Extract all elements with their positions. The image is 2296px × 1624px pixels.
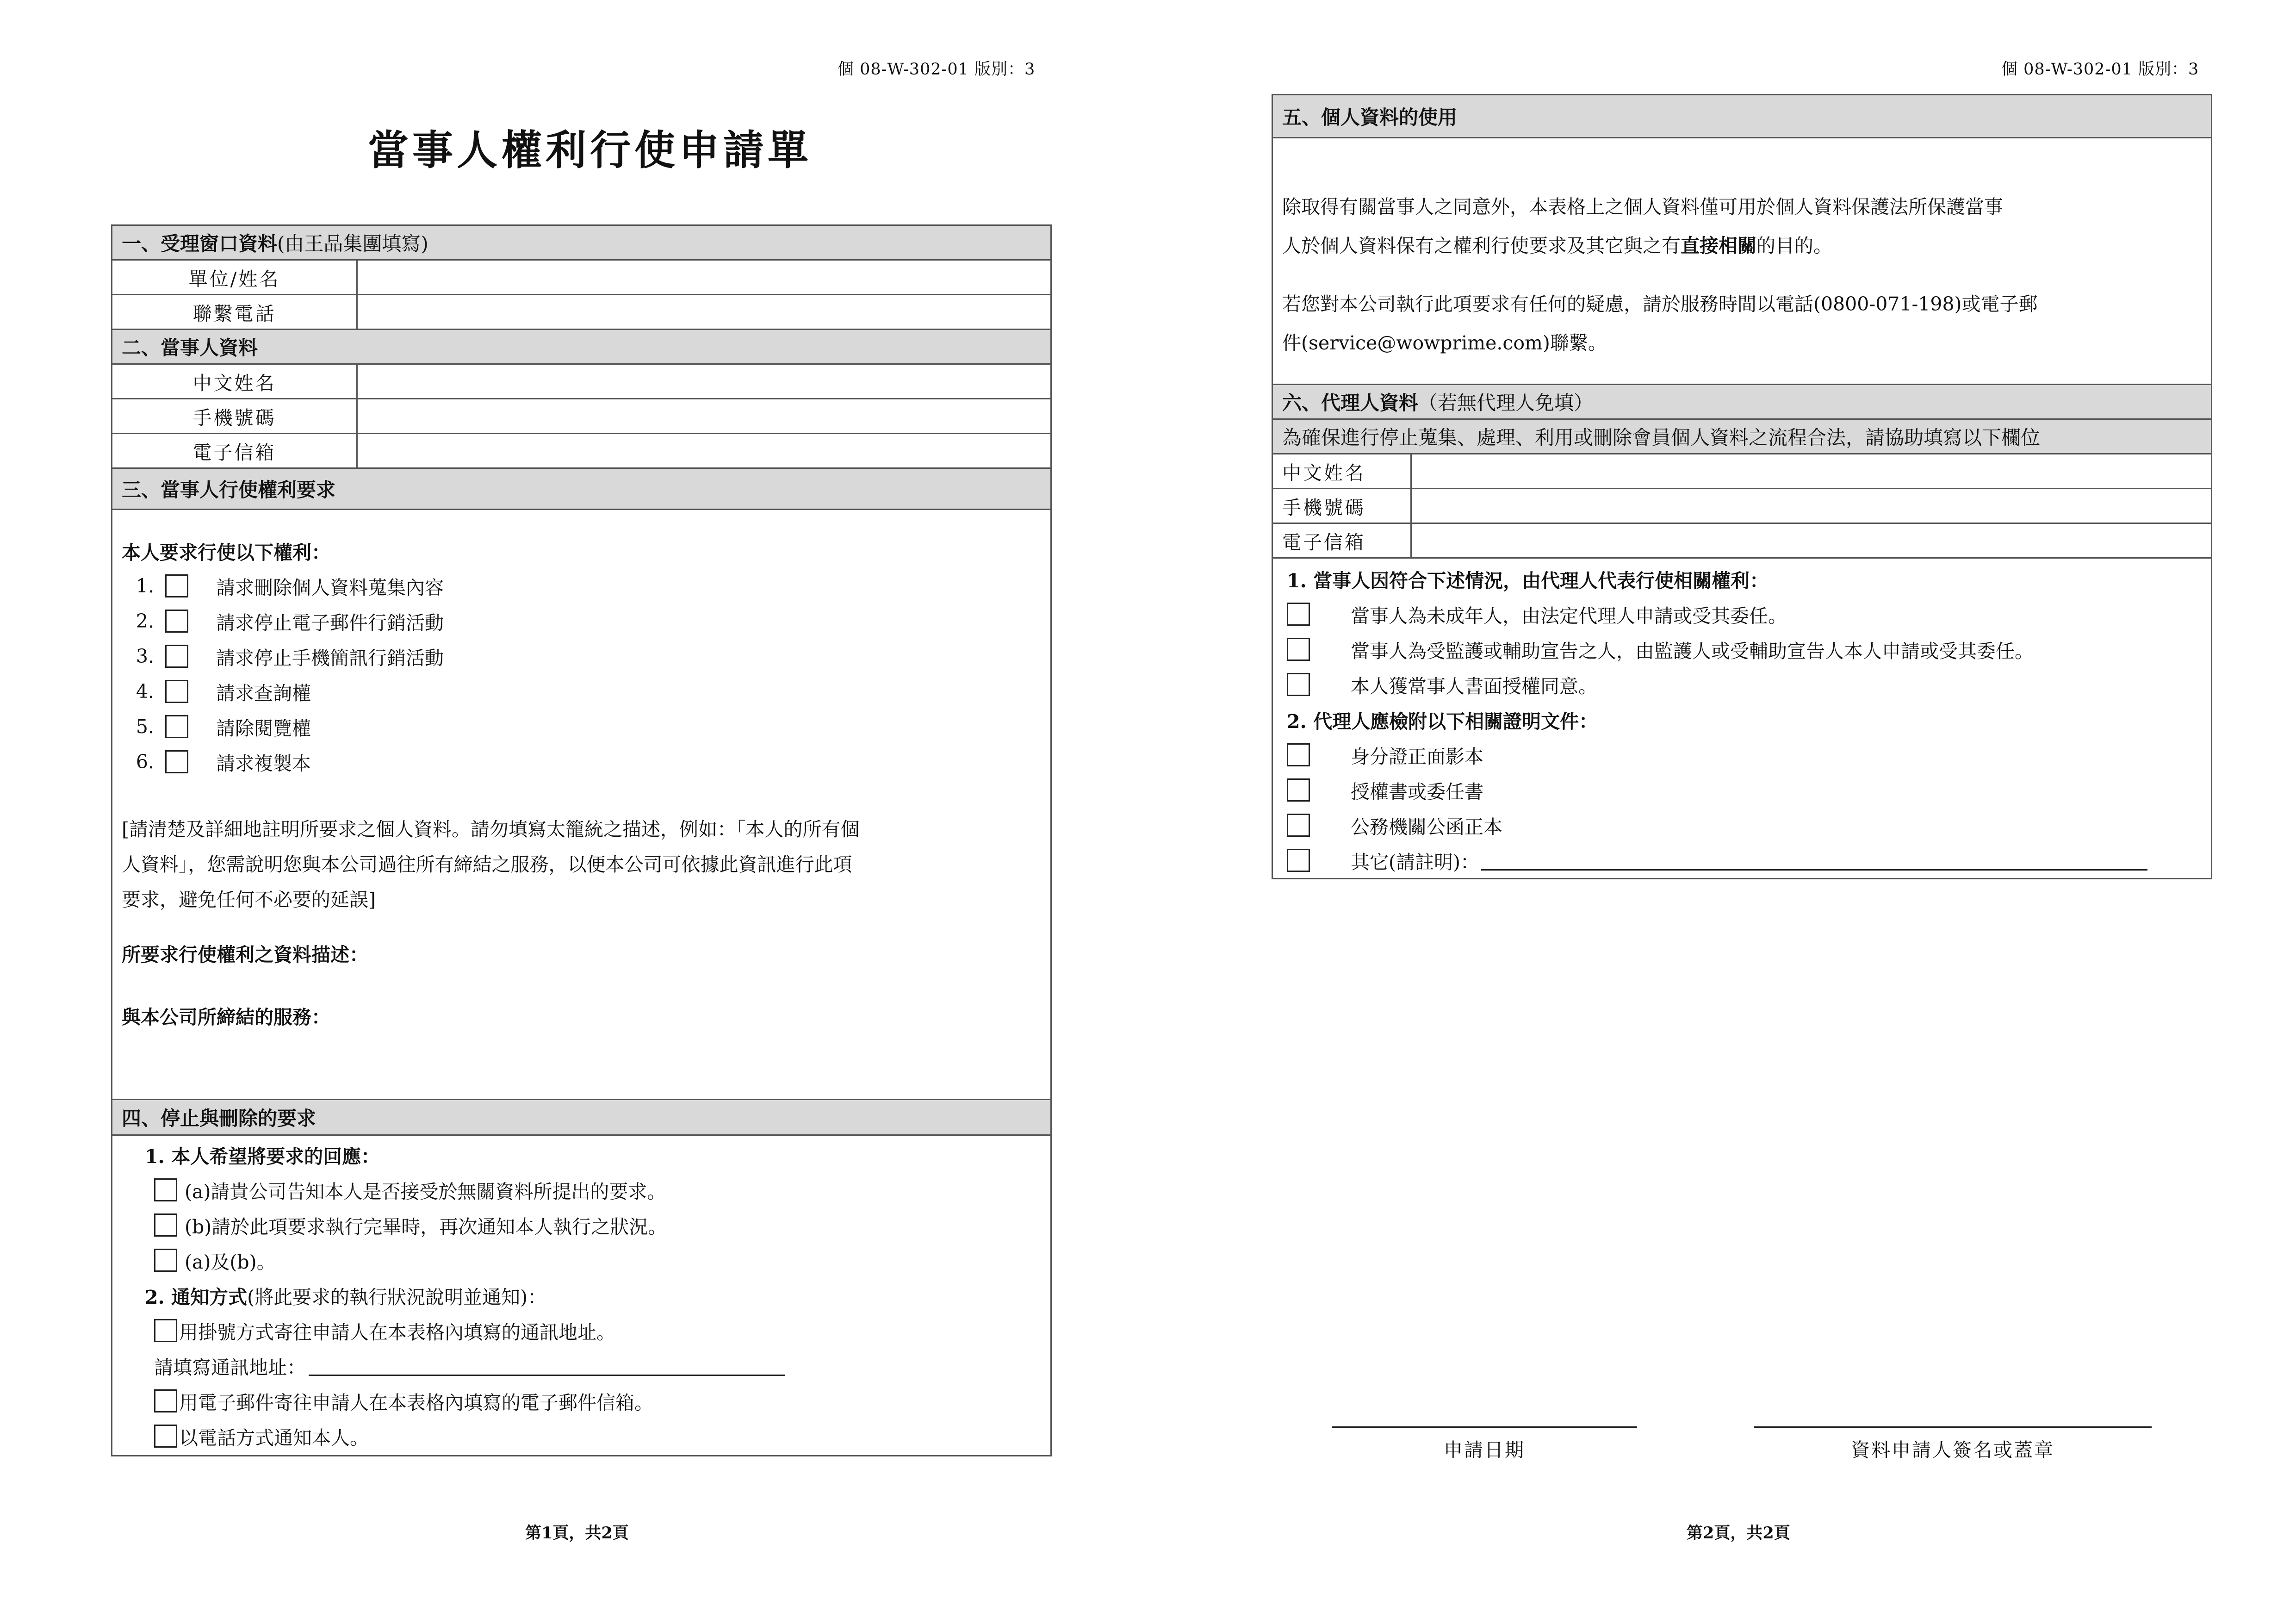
contact-line: 件(service@wowprime.com)聯繫。	[1282, 332, 1607, 354]
right-item	[122, 709, 1041, 744]
party-name-field[interactable]	[357, 364, 1051, 399]
right-number: 5.	[136, 716, 154, 738]
hint-line: 人資料」，您需說明您與本公司過往所有締結之服務，以便本公司可依據此資訊進行此項	[122, 853, 852, 876]
response-option-label: (a)及(b)。	[185, 1251, 276, 1273]
contact-paragraph	[1282, 285, 2202, 362]
right-checkbox[interactable]	[165, 574, 188, 597]
right-label: 請除閱覽權	[216, 717, 311, 740]
agent-condition-option	[1287, 597, 2202, 632]
response-option	[136, 1207, 1041, 1243]
apply-date-line[interactable]	[1332, 1426, 1637, 1428]
response-question: 1. 本人希望將要求的回應：	[145, 1145, 380, 1168]
section6-subtitle-text: 為確保進行停止蒐集、處理、利用或刪除會員個人資料之流程合法，請協助填寫以下欄位	[1282, 426, 2041, 449]
agent-doc-option	[1287, 772, 2202, 808]
description-hint	[122, 812, 1041, 917]
right-label: 請求刪除個人資料蒐集內容	[216, 576, 444, 599]
agent-doc-option	[1287, 808, 2202, 843]
agent-condition-checkbox[interactable]	[1287, 638, 1310, 661]
agent-condition-label: 當事人為受監護或輔助宣告之人，由監護人或受輔助宣告人本人申請或受其委任。	[1351, 640, 2034, 662]
page1-footer: 第1頁，共2頁	[525, 1524, 629, 1543]
agent-email-label: 電子信箱	[1272, 523, 1411, 558]
agent-doc-checkbox[interactable]	[1287, 743, 1310, 766]
rights-intro: 本人要求行使以下權利：	[122, 541, 330, 564]
agent-doc-label: 公務機關公函正本	[1351, 815, 1502, 838]
contact-phone-label: 聯繫電話	[112, 295, 357, 330]
usage-line	[1282, 226, 2202, 265]
response-option	[136, 1243, 1041, 1278]
address-field[interactable]	[309, 1356, 785, 1376]
right-item	[122, 744, 1041, 779]
page2-footer: 第2頁，共2頁	[1687, 1524, 1790, 1543]
address-label: 請填寫通訊地址：	[154, 1356, 306, 1379]
section3-body	[112, 510, 1051, 1100]
agent-doc-checkbox[interactable]	[1287, 778, 1310, 802]
contracted-service-label: 與本公司所締結的服務：	[122, 1006, 330, 1028]
data-description-field[interactable]	[122, 967, 1041, 1002]
notify-checkbox[interactable]	[154, 1389, 177, 1412]
agent-condition-checkbox[interactable]	[1287, 673, 1310, 696]
agent-name-field[interactable]	[1411, 454, 2212, 489]
response-option-label: (b)請於此項要求執行完畢時，再次通知本人執行之狀況。	[185, 1215, 667, 1238]
data-description-label: 所要求行使權利之資料描述：	[122, 944, 368, 966]
notify-option	[136, 1419, 1041, 1454]
response-checkbox[interactable]	[154, 1178, 177, 1201]
page-title: 當事人權利行使申請單	[368, 126, 813, 174]
notify-option-label: 用電子郵件寄往申請人在本表格內填寫的電子郵件信箱。	[179, 1391, 653, 1414]
right-item	[122, 674, 1041, 709]
signature-line[interactable]	[1754, 1426, 2152, 1428]
page2-form	[1272, 94, 2212, 879]
agent-doc-label: 身分證正面影本	[1351, 745, 1483, 768]
notify-option	[136, 1313, 1041, 1348]
right-number: 2.	[136, 610, 154, 632]
agent-docs-question: 2. 代理人應檢附以下相關證明文件：	[1287, 710, 1598, 733]
unit-name-label: 單位/姓名	[112, 260, 357, 295]
agent-mobile-field[interactable]	[1411, 489, 2212, 523]
right-checkbox[interactable]	[165, 610, 188, 633]
agent-condition-option	[1287, 632, 2202, 667]
page1-form	[111, 224, 1052, 1456]
agent-doc-other-field[interactable]	[1481, 851, 2147, 871]
usage-emphasis: 直接相關	[1681, 235, 1756, 257]
response-checkbox[interactable]	[154, 1249, 177, 1272]
section6-note: （若無代理人免填）	[1418, 392, 1594, 414]
unit-name-field[interactable]	[357, 260, 1051, 295]
right-item	[122, 568, 1041, 604]
right-label: 請求停止手機簡訊行銷活動	[216, 647, 444, 669]
response-option	[136, 1172, 1041, 1207]
party-email-field[interactable]	[357, 434, 1051, 468]
agent-condition-option	[1287, 667, 2202, 702]
right-checkbox[interactable]	[165, 680, 188, 703]
doc-code: 個 08-W-302-01 版別：3	[838, 60, 1036, 79]
agent-condition-checkbox[interactable]	[1287, 603, 1310, 626]
notify-question-title: 2. 通知方式	[145, 1286, 248, 1308]
agent-condition-label: 本人獲當事人書面授權同意。	[1351, 675, 1597, 697]
right-number: 3.	[136, 645, 154, 667]
section6-body	[1272, 558, 2212, 879]
party-name-label: 中文姓名	[112, 364, 357, 399]
party-mobile-field[interactable]	[357, 399, 1051, 434]
agent-mobile-label: 手機號碼	[1272, 489, 1411, 523]
section5-header: 五、個人資料的使用	[1272, 95, 2212, 138]
section1-title: 一、受理窗口資料	[122, 232, 278, 255]
right-number: 6.	[136, 751, 154, 773]
right-number: 1.	[136, 575, 154, 597]
notify-option	[136, 1383, 1041, 1419]
usage-line: 除取得有關當事人之同意外，本表格上之個人資料僅可用於個人資料保護法所保護當事	[1282, 196, 2003, 218]
right-label: 請求複製本	[216, 752, 311, 775]
doc-code: 個 08-W-302-01 版別：3	[2001, 60, 2199, 79]
agent-name-label: 中文姓名	[1272, 454, 1411, 489]
notify-question	[136, 1278, 1041, 1313]
right-item	[122, 639, 1041, 674]
agent-email-field[interactable]	[1411, 523, 2212, 558]
section1-header	[112, 225, 1051, 260]
right-label: 請求查詢權	[216, 682, 311, 704]
section5-body	[1272, 138, 2212, 385]
agent-doc-option	[1287, 843, 2202, 878]
notify-question-note: (將此要求的執行狀況說明並通知)：	[247, 1286, 547, 1308]
right-item	[122, 604, 1041, 639]
agent-doc-other-label: 其它(請註明)：	[1351, 851, 1479, 873]
agent-doc-other-checkbox[interactable]	[1287, 849, 1310, 872]
apply-date-label: 申請日期	[1444, 1439, 1525, 1461]
section4-header: 四、停止與刪除的要求	[112, 1100, 1051, 1135]
right-checkbox[interactable]	[165, 715, 188, 738]
contact-phone-field[interactable]	[357, 295, 1051, 330]
contracted-service-field[interactable]	[122, 1029, 1041, 1099]
section6-subtitle	[1272, 419, 2212, 454]
section3-header: 三、當事人行使權利要求	[112, 468, 1051, 510]
section2-header: 二、當事人資料	[112, 330, 1051, 364]
contact-line: 若您對本公司執行此項要求有任何的疑慮，請於服務時間以電話(0800-071-198)或電子郵	[1282, 293, 2038, 315]
response-option-label: (a)請貴公司告知本人是否接受於無關資料所提出的要求。	[185, 1180, 666, 1203]
right-checkbox[interactable]	[165, 750, 188, 773]
usage-text: 人於個人資料保有之權利行使要求及其它與之有	[1282, 235, 1681, 257]
section6-header	[1272, 385, 2212, 419]
notify-option-label: 以電話方式通知本人。	[179, 1426, 369, 1449]
usage-paragraph	[1282, 187, 2202, 265]
right-number: 4.	[136, 680, 154, 703]
notify-checkbox[interactable]	[154, 1425, 177, 1448]
signature-label: 資料申請人簽名或蓋章	[1851, 1439, 2054, 1461]
address-row	[136, 1348, 1041, 1383]
agent-doc-checkbox[interactable]	[1287, 814, 1310, 837]
response-checkbox[interactable]	[154, 1213, 177, 1237]
agent-doc-label: 授權書或委任書	[1351, 780, 1483, 803]
notify-checkbox[interactable]	[154, 1319, 177, 1342]
right-label: 請求停止電子郵件行銷活動	[216, 611, 444, 634]
usage-text: 的目的。	[1756, 235, 1832, 257]
section1-note: (由王品集團填寫)	[277, 232, 428, 255]
agent-condition-label: 當事人為未成年人，由法定代理人申請或受其委任。	[1351, 604, 1787, 627]
hint-line: [請清楚及詳細地註明所要求之個人資料。請勿填寫太籠統之描述，例如：「本人的所有個	[122, 818, 860, 840]
section6-title: 六、代理人資料	[1282, 392, 1419, 414]
party-mobile-label: 手機號碼	[112, 399, 357, 434]
agent-condition-question: 1. 當事人因符合下述情況，由代理人代表行使相關權利：	[1287, 569, 1769, 592]
section4-body	[112, 1135, 1051, 1456]
hint-line: 要求，避免任何不必要的延誤]	[122, 889, 376, 911]
party-email-label: 電子信箱	[112, 434, 357, 468]
notify-option-label: 用掛號方式寄往申請人在本表格內填寫的通訊地址。	[179, 1321, 615, 1344]
agent-doc-option	[1287, 737, 2202, 772]
right-checkbox[interactable]	[165, 645, 188, 668]
